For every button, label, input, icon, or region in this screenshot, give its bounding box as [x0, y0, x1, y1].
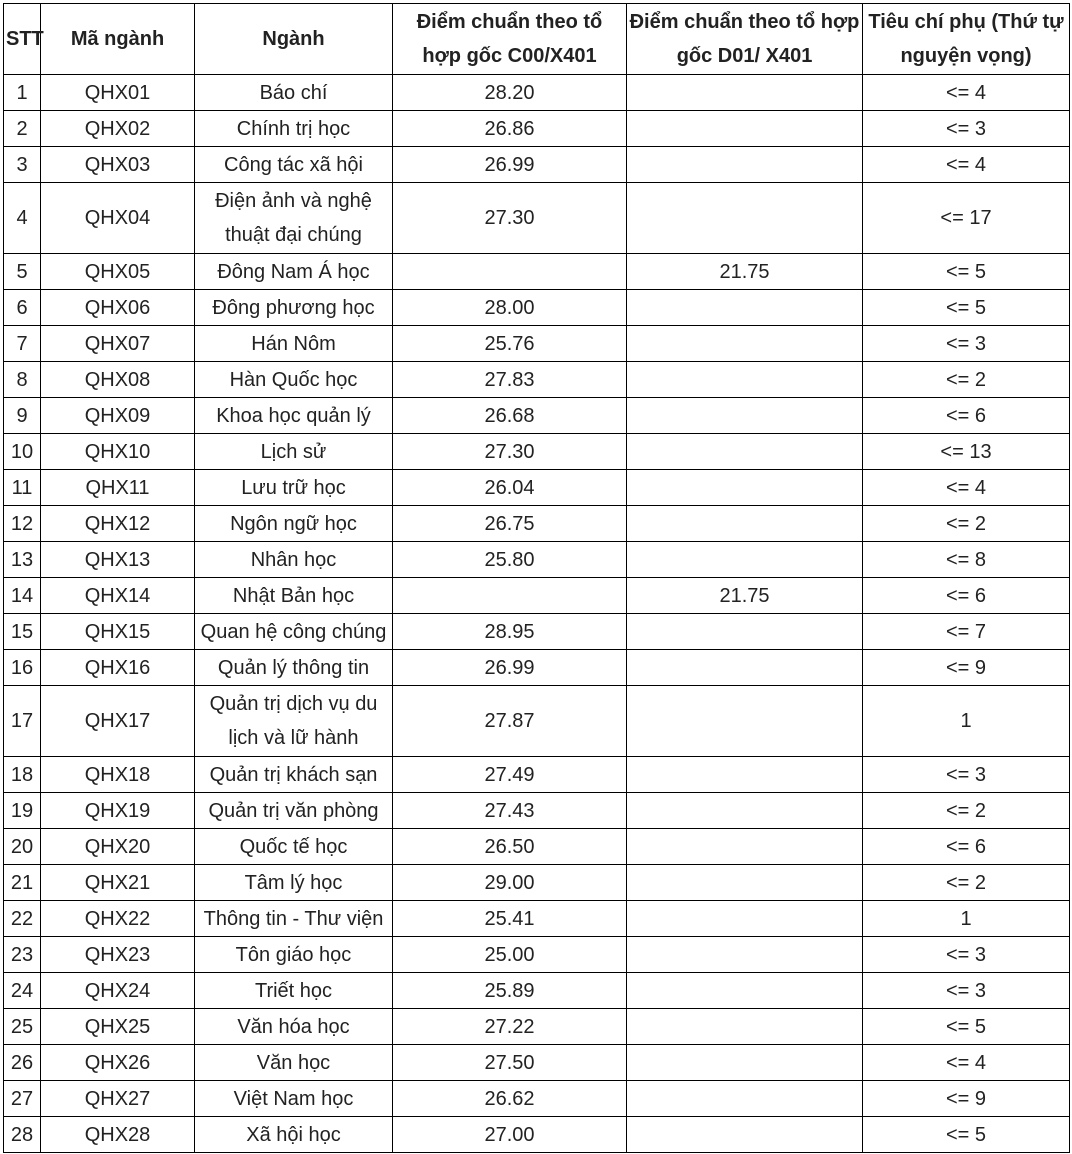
cell-score-c00: 27.30 [393, 183, 627, 254]
cell-score-c00: 26.99 [393, 147, 627, 183]
cell-score-d01 [627, 147, 863, 183]
cell-stt: 23 [4, 937, 41, 973]
cell-major-code: QHX24 [41, 973, 195, 1009]
table-row [4, 1009, 1070, 1045]
cell-major-code: QHX26 [41, 1045, 195, 1081]
cell-score-c00: 25.00 [393, 937, 627, 973]
cell-stt: 2 [4, 111, 41, 147]
cell-score-d01 [627, 75, 863, 111]
header-major-code: Mã ngành [41, 4, 195, 75]
cell-score-d01 [627, 1045, 863, 1081]
cell-major-name: Quản trị dịch vụ du lịch và lữ hành [195, 686, 393, 757]
cell-major-code: QHX19 [41, 793, 195, 829]
admission-score-table [3, 3, 1070, 1153]
cell-score-c00: 26.62 [393, 1081, 627, 1117]
cell-stt: 1 [4, 75, 41, 111]
cell-secondary-criteria: <= 3 [863, 937, 1070, 973]
cell-major-code: QHX09 [41, 398, 195, 434]
cell-stt: 15 [4, 614, 41, 650]
cell-major-code: QHX01 [41, 75, 195, 111]
cell-major-name: Quản trị văn phòng [195, 793, 393, 829]
cell-stt: 20 [4, 829, 41, 865]
cell-score-c00: 25.80 [393, 542, 627, 578]
cell-secondary-criteria: <= 2 [863, 362, 1070, 398]
cell-secondary-criteria: <= 4 [863, 75, 1070, 111]
cell-score-c00: 26.99 [393, 650, 627, 686]
table-row [4, 793, 1070, 829]
cell-stt: 24 [4, 973, 41, 1009]
cell-stt: 9 [4, 398, 41, 434]
cell-major-code: QHX17 [41, 686, 195, 757]
cell-major-name: Quan hệ công chúng [195, 614, 393, 650]
cell-stt: 14 [4, 578, 41, 614]
cell-major-code: QHX10 [41, 434, 195, 470]
cell-secondary-criteria: <= 3 [863, 757, 1070, 793]
cell-stt: 28 [4, 1117, 41, 1153]
cell-stt: 5 [4, 254, 41, 290]
cell-major-code: QHX02 [41, 111, 195, 147]
cell-secondary-criteria: <= 2 [863, 793, 1070, 829]
cell-score-d01 [627, 506, 863, 542]
cell-major-code: QHX05 [41, 254, 195, 290]
cell-score-c00: 26.75 [393, 506, 627, 542]
cell-score-c00: 27.43 [393, 793, 627, 829]
cell-major-name: Tâm lý học [195, 865, 393, 901]
cell-major-name: Quản trị khách sạn [195, 757, 393, 793]
cell-stt: 3 [4, 147, 41, 183]
cell-score-d01 [627, 793, 863, 829]
table-row [4, 147, 1070, 183]
table-row [4, 362, 1070, 398]
cell-score-d01 [627, 614, 863, 650]
table-row [4, 686, 1070, 757]
cell-score-c00: 25.41 [393, 901, 627, 937]
table-row [4, 254, 1070, 290]
cell-score-c00: 27.30 [393, 434, 627, 470]
table-row [4, 937, 1070, 973]
cell-major-code: QHX18 [41, 757, 195, 793]
cell-secondary-criteria: <= 17 [863, 183, 1070, 254]
cell-score-d01 [627, 973, 863, 1009]
cell-score-d01 [627, 757, 863, 793]
header-major-name: Ngành [195, 4, 393, 75]
cell-major-name: Lưu trữ học [195, 470, 393, 506]
header-secondary-criteria: Tiêu chí phụ (Thứ tự nguyện vọng) [863, 4, 1070, 75]
cell-stt: 11 [4, 470, 41, 506]
cell-score-d01: 21.75 [627, 254, 863, 290]
cell-stt: 16 [4, 650, 41, 686]
cell-score-d01 [627, 1009, 863, 1045]
cell-secondary-criteria: <= 6 [863, 578, 1070, 614]
cell-major-name: Lịch sử [195, 434, 393, 470]
cell-stt: 18 [4, 757, 41, 793]
header-score-c00: Điểm chuẩn theo tổ hợp gốc C00/X401 [393, 4, 627, 75]
cell-secondary-criteria: <= 2 [863, 506, 1070, 542]
cell-score-c00: 27.83 [393, 362, 627, 398]
cell-score-c00: 29.00 [393, 865, 627, 901]
cell-stt: 26 [4, 1045, 41, 1081]
cell-major-name: Nhật Bản học [195, 578, 393, 614]
cell-secondary-criteria: <= 2 [863, 865, 1070, 901]
cell-secondary-criteria: <= 5 [863, 254, 1070, 290]
cell-score-c00: 26.50 [393, 829, 627, 865]
cell-secondary-criteria: <= 13 [863, 434, 1070, 470]
table-row [4, 578, 1070, 614]
cell-secondary-criteria: <= 6 [863, 829, 1070, 865]
cell-secondary-criteria: <= 5 [863, 290, 1070, 326]
cell-score-c00 [393, 254, 627, 290]
cell-major-name: Hán Nôm [195, 326, 393, 362]
cell-major-code: QHX15 [41, 614, 195, 650]
cell-score-c00: 27.22 [393, 1009, 627, 1045]
cell-score-d01 [627, 362, 863, 398]
cell-score-c00: 27.87 [393, 686, 627, 757]
cell-major-code: QHX12 [41, 506, 195, 542]
cell-secondary-criteria: <= 8 [863, 542, 1070, 578]
cell-stt: 22 [4, 901, 41, 937]
cell-major-name: Nhân học [195, 542, 393, 578]
cell-major-code: QHX20 [41, 829, 195, 865]
cell-score-d01 [627, 434, 863, 470]
cell-major-code: QHX06 [41, 290, 195, 326]
cell-major-name: Quản lý thông tin [195, 650, 393, 686]
cell-score-d01 [627, 901, 863, 937]
cell-stt: 13 [4, 542, 41, 578]
cell-secondary-criteria: <= 3 [863, 326, 1070, 362]
table-row [4, 757, 1070, 793]
cell-major-code: QHX08 [41, 362, 195, 398]
table-row [4, 290, 1070, 326]
table-row [4, 470, 1070, 506]
cell-major-code: QHX07 [41, 326, 195, 362]
cell-stt: 12 [4, 506, 41, 542]
cell-major-code: QHX21 [41, 865, 195, 901]
cell-stt: 27 [4, 1081, 41, 1117]
cell-score-c00 [393, 578, 627, 614]
cell-major-code: QHX03 [41, 147, 195, 183]
cell-major-name: Chính trị học [195, 111, 393, 147]
cell-score-d01 [627, 398, 863, 434]
cell-secondary-criteria: 1 [863, 901, 1070, 937]
cell-score-d01 [627, 650, 863, 686]
cell-secondary-criteria: <= 9 [863, 1081, 1070, 1117]
cell-secondary-criteria: <= 5 [863, 1117, 1070, 1153]
cell-major-code: QHX11 [41, 470, 195, 506]
cell-major-name: Văn hóa học [195, 1009, 393, 1045]
table-row [4, 1117, 1070, 1153]
table-row [4, 398, 1070, 434]
table-row [4, 183, 1070, 254]
cell-secondary-criteria: <= 4 [863, 470, 1070, 506]
table-row [4, 650, 1070, 686]
table-row [4, 614, 1070, 650]
table-row [4, 506, 1070, 542]
cell-secondary-criteria: 1 [863, 686, 1070, 757]
cell-major-name: Đông phương học [195, 290, 393, 326]
cell-major-name: Triết học [195, 973, 393, 1009]
cell-secondary-criteria: <= 4 [863, 1045, 1070, 1081]
table-row [4, 865, 1070, 901]
cell-major-name: Khoa học quản lý [195, 398, 393, 434]
cell-stt: 7 [4, 326, 41, 362]
table-row [4, 1045, 1070, 1081]
cell-major-code: QHX22 [41, 901, 195, 937]
cell-score-d01 [627, 865, 863, 901]
cell-stt: 19 [4, 793, 41, 829]
table-row [4, 111, 1070, 147]
cell-score-c00: 27.00 [393, 1117, 627, 1153]
cell-score-c00: 28.00 [393, 290, 627, 326]
cell-major-name: Công tác xã hội [195, 147, 393, 183]
cell-score-c00: 25.76 [393, 326, 627, 362]
cell-score-c00: 26.86 [393, 111, 627, 147]
cell-stt: 25 [4, 1009, 41, 1045]
cell-major-code: QHX23 [41, 937, 195, 973]
header-score-d01: Điểm chuẩn theo tổ hợp gốc D01/ X401 [627, 4, 863, 75]
cell-score-d01 [627, 470, 863, 506]
cell-score-d01 [627, 290, 863, 326]
table-row [4, 326, 1070, 362]
cell-score-d01 [627, 1081, 863, 1117]
table-row [4, 901, 1070, 937]
cell-stt: 6 [4, 290, 41, 326]
table-row [4, 75, 1070, 111]
cell-score-d01 [627, 183, 863, 254]
cell-secondary-criteria: <= 9 [863, 650, 1070, 686]
cell-stt: 21 [4, 865, 41, 901]
cell-stt: 4 [4, 183, 41, 254]
cell-secondary-criteria: <= 6 [863, 398, 1070, 434]
cell-score-d01 [627, 937, 863, 973]
cell-stt: 8 [4, 362, 41, 398]
cell-major-name: Quốc tế học [195, 829, 393, 865]
cell-score-d01 [627, 1117, 863, 1153]
table-row [4, 829, 1070, 865]
cell-secondary-criteria: <= 4 [863, 147, 1070, 183]
cell-stt: 10 [4, 434, 41, 470]
table-row [4, 542, 1070, 578]
cell-major-code: QHX25 [41, 1009, 195, 1045]
cell-score-d01 [627, 326, 863, 362]
cell-major-name: Hàn Quốc học [195, 362, 393, 398]
cell-secondary-criteria: <= 3 [863, 973, 1070, 1009]
cell-score-c00: 25.89 [393, 973, 627, 1009]
table-row [4, 434, 1070, 470]
cell-score-c00: 27.50 [393, 1045, 627, 1081]
cell-score-c00: 28.20 [393, 75, 627, 111]
cell-major-code: QHX04 [41, 183, 195, 254]
cell-secondary-criteria: <= 3 [863, 111, 1070, 147]
cell-major-name: Điện ảnh và nghệ thuật đại chúng [195, 183, 393, 254]
cell-stt: 17 [4, 686, 41, 757]
cell-secondary-criteria: <= 7 [863, 614, 1070, 650]
cell-score-c00: 26.68 [393, 398, 627, 434]
cell-major-name: Đông Nam Á học [195, 254, 393, 290]
cell-score-c00: 28.95 [393, 614, 627, 650]
cell-major-name: Văn học [195, 1045, 393, 1081]
cell-score-d01 [627, 111, 863, 147]
cell-score-c00: 26.04 [393, 470, 627, 506]
table-body [4, 75, 1070, 1153]
cell-major-name: Tôn giáo học [195, 937, 393, 973]
table-row [4, 1081, 1070, 1117]
cell-major-name: Xã hội học [195, 1117, 393, 1153]
cell-major-name: Ngôn ngữ học [195, 506, 393, 542]
cell-major-code: QHX13 [41, 542, 195, 578]
cell-score-d01 [627, 542, 863, 578]
cell-score-d01: 21.75 [627, 578, 863, 614]
cell-score-c00: 27.49 [393, 757, 627, 793]
cell-major-code: QHX28 [41, 1117, 195, 1153]
cell-major-name: Việt Nam học [195, 1081, 393, 1117]
cell-major-name: Báo chí [195, 75, 393, 111]
cell-major-code: QHX14 [41, 578, 195, 614]
cell-major-name: Thông tin - Thư viện [195, 901, 393, 937]
table-header-row [4, 4, 1070, 75]
cell-major-code: QHX27 [41, 1081, 195, 1117]
cell-major-code: QHX16 [41, 650, 195, 686]
cell-secondary-criteria: <= 5 [863, 1009, 1070, 1045]
cell-score-d01 [627, 829, 863, 865]
table-row [4, 973, 1070, 1009]
header-stt: STT [4, 4, 41, 75]
cell-score-d01 [627, 686, 863, 757]
